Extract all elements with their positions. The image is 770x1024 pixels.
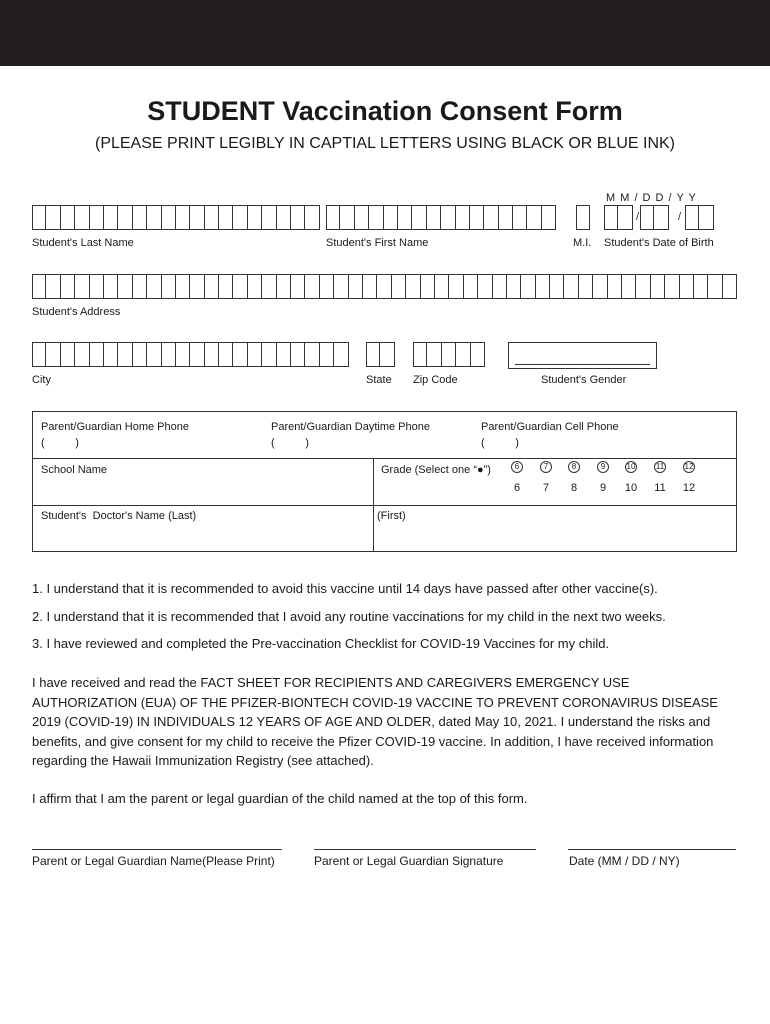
char-box[interactable] xyxy=(305,274,319,299)
char-box[interactable] xyxy=(593,274,607,299)
char-box[interactable] xyxy=(46,274,60,299)
char-box[interactable] xyxy=(75,342,89,367)
char-box[interactable] xyxy=(493,274,507,299)
char-box[interactable] xyxy=(618,205,632,230)
grade-9-radio[interactable]: 9 xyxy=(597,461,609,473)
grade-8-label: 8 xyxy=(570,482,578,494)
char-box[interactable] xyxy=(118,205,132,230)
gender-field[interactable] xyxy=(508,342,657,369)
dob-separator: / xyxy=(636,211,640,223)
form-subtitle: (PLEASE PRINT LEGIBLY IN CAPTIAL LETTERS USING BLACK OR BLUE INK) xyxy=(94,135,676,152)
char-box[interactable] xyxy=(104,342,118,367)
char-box[interactable] xyxy=(421,274,435,299)
char-box[interactable] xyxy=(320,342,334,367)
grade-6-radio[interactable]: 6 xyxy=(511,461,523,473)
char-box[interactable] xyxy=(369,205,383,230)
char-box[interactable] xyxy=(349,274,363,299)
char-box[interactable] xyxy=(441,205,455,230)
char-box[interactable] xyxy=(464,274,478,299)
char-box[interactable] xyxy=(248,274,262,299)
char-box[interactable] xyxy=(723,274,737,299)
last-name-label: Student's Last Name xyxy=(32,237,134,249)
dob-separator: / xyxy=(678,211,682,223)
dob-format-hint: M M / D D / Y Y xyxy=(606,192,697,204)
guardian-signature-label: Parent or Legal Guardian Signature xyxy=(314,854,504,868)
char-box[interactable] xyxy=(233,274,247,299)
home-phone-label: Parent/Guardian Home Phone xyxy=(41,421,189,433)
char-box[interactable] xyxy=(699,205,713,230)
char-box[interactable] xyxy=(104,205,118,230)
char-box[interactable] xyxy=(205,342,219,367)
char-box[interactable] xyxy=(513,205,527,230)
char-box[interactable] xyxy=(46,342,60,367)
dob-month-boxes[interactable] xyxy=(604,205,633,230)
cell-phone-field[interactable]: ( ) xyxy=(481,437,519,449)
char-box[interactable] xyxy=(205,205,219,230)
char-box[interactable] xyxy=(305,205,319,230)
char-box[interactable] xyxy=(133,274,147,299)
grade-8-radio[interactable]: 8 xyxy=(568,461,580,473)
char-box[interactable] xyxy=(680,274,694,299)
table-divider xyxy=(33,458,736,459)
char-box[interactable] xyxy=(205,274,219,299)
city-boxes[interactable] xyxy=(32,342,349,367)
char-box[interactable] xyxy=(118,274,132,299)
char-box[interactable] xyxy=(708,274,722,299)
char-box[interactable] xyxy=(499,205,513,230)
char-box[interactable] xyxy=(176,342,190,367)
char-box[interactable] xyxy=(636,274,650,299)
char-box[interactable] xyxy=(305,342,319,367)
char-box[interactable] xyxy=(277,342,291,367)
char-box[interactable] xyxy=(219,205,233,230)
char-box[interactable] xyxy=(550,274,564,299)
mi-box[interactable] xyxy=(576,205,590,230)
doctor-first-label: (First) xyxy=(377,510,406,522)
grade-11-label: 11 xyxy=(654,482,666,494)
address-label: Student's Address xyxy=(32,306,121,318)
char-box[interactable] xyxy=(471,342,485,367)
date-line[interactable] xyxy=(568,849,736,850)
char-box[interactable] xyxy=(147,342,161,367)
grade-10-label: 10 xyxy=(624,482,638,494)
char-box[interactable] xyxy=(392,274,406,299)
char-box[interactable] xyxy=(413,342,427,367)
char-box[interactable] xyxy=(147,205,161,230)
grade-10-radio[interactable]: 10 xyxy=(626,462,636,471)
char-box[interactable] xyxy=(527,205,541,230)
statement-3: 3. I have reviewed and completed the Pre-vaccination Checklist for COVID-19 Vaccines for my child. xyxy=(32,636,610,651)
char-box[interactable] xyxy=(320,274,334,299)
char-box[interactable] xyxy=(576,205,590,230)
char-box[interactable] xyxy=(248,342,262,367)
char-box[interactable] xyxy=(75,274,89,299)
char-box[interactable] xyxy=(384,205,398,230)
char-box[interactable] xyxy=(380,342,394,367)
grade-7-radio[interactable]: 7 xyxy=(540,461,552,473)
state-label: State xyxy=(366,374,392,386)
consent-paragraph: I have received and read the FACT SHEET FOR RECIPIENTS AND CAREGIVERS EMERGENCY USE AUTHORIZATION (EUA) OF THE PFIZER-BIONTECH COVID-19 VACCINE TO PREVENT CORONAVIRUS DISEASE 2019 (COVID-19) IN INDIVIDUALS 12 YEARS OF AGE AND OLDER, dated May 10, 2021. I understand the risks and benefits, and give consent for my child to receive the Pfizer COVID-19 vaccine. In addition, I have received information regarding the Hawaii Immunization Registry (see attached). xyxy=(32,675,718,768)
char-box[interactable] xyxy=(46,205,60,230)
grade-label: Grade (Select one “●”) xyxy=(381,464,491,476)
form-title: STUDENT Vaccination Consent Form xyxy=(147,96,623,126)
guardian-name-line[interactable] xyxy=(32,849,282,850)
char-box[interactable] xyxy=(291,274,305,299)
char-box[interactable] xyxy=(427,205,441,230)
char-box[interactable] xyxy=(654,205,668,230)
char-box[interactable] xyxy=(542,205,556,230)
dob-year-boxes[interactable] xyxy=(685,205,714,230)
char-box[interactable] xyxy=(694,274,708,299)
daytime-phone-label: Parent/Guardian Daytime Phone xyxy=(271,421,430,433)
char-box[interactable] xyxy=(61,274,75,299)
char-box[interactable] xyxy=(484,205,498,230)
statement-2: 2. I understand that it is recommended that I avoid any routine vaccinations for my child in the next two weeks. xyxy=(32,609,666,624)
char-box[interactable] xyxy=(233,342,247,367)
char-box[interactable] xyxy=(536,274,550,299)
char-box[interactable] xyxy=(104,274,118,299)
char-box[interactable] xyxy=(366,342,380,367)
daytime-phone-field[interactable]: ( ) xyxy=(271,437,309,449)
char-box[interactable] xyxy=(507,274,521,299)
char-box[interactable] xyxy=(277,205,291,230)
char-box[interactable] xyxy=(133,205,147,230)
char-box[interactable] xyxy=(262,205,276,230)
guardian-signature-line[interactable] xyxy=(314,849,536,850)
char-box[interactable] xyxy=(291,205,305,230)
char-box[interactable] xyxy=(90,205,104,230)
char-box[interactable] xyxy=(176,205,190,230)
char-box[interactable] xyxy=(32,342,46,367)
char-box[interactable] xyxy=(456,205,470,230)
cell-phone-label: Parent/Guardian Cell Phone xyxy=(481,421,619,433)
home-phone-field[interactable]: ( ) xyxy=(41,437,79,449)
char-box[interactable] xyxy=(521,274,535,299)
char-box[interactable] xyxy=(262,274,276,299)
char-box[interactable] xyxy=(564,274,578,299)
char-box[interactable] xyxy=(449,274,463,299)
school-name-label: School Name xyxy=(41,464,108,476)
char-box[interactable] xyxy=(262,342,276,367)
grade-6-label: 6 xyxy=(513,482,521,494)
char-box[interactable] xyxy=(363,274,377,299)
char-box[interactable] xyxy=(32,274,46,299)
char-box[interactable] xyxy=(190,205,204,230)
char-box[interactable] xyxy=(118,342,132,367)
char-box[interactable] xyxy=(651,274,665,299)
char-box[interactable] xyxy=(32,205,46,230)
table-divider xyxy=(373,458,374,551)
char-box[interactable] xyxy=(61,342,75,367)
address-boxes[interactable] xyxy=(32,274,737,299)
grade-7-label: 7 xyxy=(542,482,550,494)
last-name-boxes[interactable] xyxy=(32,205,320,230)
char-box[interactable] xyxy=(162,205,176,230)
date-label: Date (MM / DD / NY) xyxy=(569,854,680,868)
char-box[interactable] xyxy=(640,205,654,230)
char-box[interactable] xyxy=(334,342,348,367)
char-box[interactable] xyxy=(162,342,176,367)
char-box[interactable] xyxy=(622,274,636,299)
state-boxes[interactable] xyxy=(366,342,395,367)
top-banner xyxy=(0,0,770,66)
char-box[interactable] xyxy=(478,274,492,299)
char-box[interactable] xyxy=(133,342,147,367)
char-box[interactable] xyxy=(233,205,247,230)
char-box[interactable] xyxy=(277,274,291,299)
statement-1: 1. I understand that it is recommended to avoid this vaccine until 14 days have passed after other vaccine(s). xyxy=(32,581,658,596)
char-box[interactable] xyxy=(326,205,340,230)
char-box[interactable] xyxy=(470,205,484,230)
char-box[interactable] xyxy=(75,205,89,230)
grade-11-radio[interactable]: 11 xyxy=(655,462,665,471)
doctor-last-label: Student's Doctor's Name (Last) xyxy=(41,510,197,522)
char-box[interactable] xyxy=(90,342,104,367)
char-box[interactable] xyxy=(604,205,618,230)
char-box[interactable] xyxy=(147,274,161,299)
dob-label: Student's Date of Birth xyxy=(604,237,714,249)
char-box[interactable] xyxy=(398,205,412,230)
guardian-name-label: Parent or Legal Guardian Name(Please Print) xyxy=(32,854,275,868)
char-box[interactable] xyxy=(456,342,470,367)
gender-label: Student's Gender xyxy=(541,374,627,386)
char-box[interactable] xyxy=(427,342,441,367)
grade-12-label: 12 xyxy=(682,482,696,494)
char-box[interactable] xyxy=(248,205,262,230)
char-box[interactable] xyxy=(685,205,699,230)
grade-9-label: 9 xyxy=(599,482,607,494)
char-box[interactable] xyxy=(190,274,204,299)
char-box[interactable] xyxy=(435,274,449,299)
affirmation-statement: I affirm that I am the parent or legal guardian of the child named at the top of this form. xyxy=(32,791,528,806)
contact-table xyxy=(32,411,737,552)
char-box[interactable] xyxy=(355,205,369,230)
char-box[interactable] xyxy=(90,274,104,299)
char-box[interactable] xyxy=(61,205,75,230)
char-box[interactable] xyxy=(377,274,391,299)
char-box[interactable] xyxy=(190,342,204,367)
char-box[interactable] xyxy=(291,342,305,367)
char-box[interactable] xyxy=(219,274,233,299)
mi-label: M.I. xyxy=(573,237,592,249)
char-box[interactable] xyxy=(608,274,622,299)
table-divider xyxy=(33,505,736,506)
char-box[interactable] xyxy=(406,274,420,299)
char-box[interactable] xyxy=(219,342,233,367)
dob-day-boxes[interactable] xyxy=(640,205,669,230)
char-box[interactable] xyxy=(442,342,456,367)
first-name-boxes[interactable] xyxy=(326,205,556,230)
city-label: City xyxy=(32,374,51,386)
grade-12-radio[interactable]: 12 xyxy=(684,462,694,471)
zip-boxes[interactable] xyxy=(413,342,485,367)
zip-label: Zip Code xyxy=(413,374,458,386)
char-box[interactable] xyxy=(162,274,176,299)
char-box[interactable] xyxy=(665,274,679,299)
first-name-label: Student's First Name xyxy=(326,237,429,249)
char-box[interactable] xyxy=(412,205,426,230)
char-box[interactable] xyxy=(340,205,354,230)
char-box[interactable] xyxy=(579,274,593,299)
char-box[interactable] xyxy=(176,274,190,299)
char-box[interactable] xyxy=(334,274,348,299)
